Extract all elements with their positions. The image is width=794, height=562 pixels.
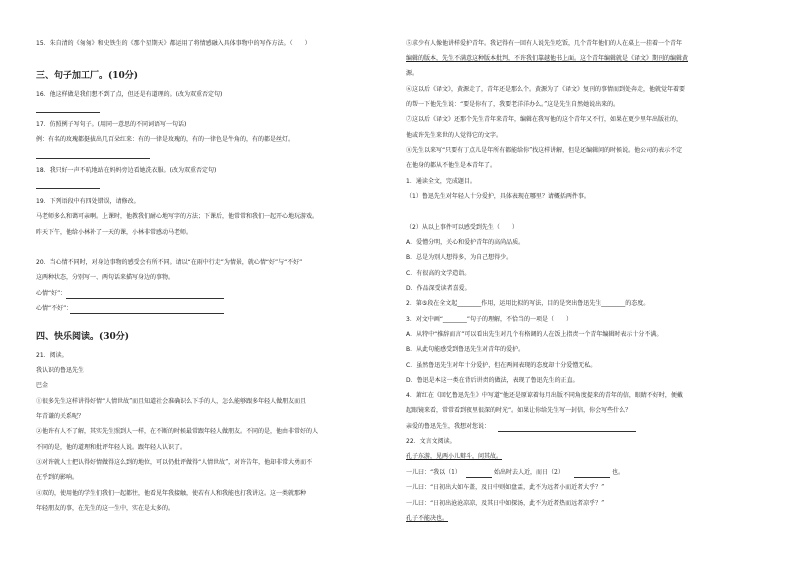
question-20-line-1: 20．当心情不同时，对身边事物的感受会有所不同。请以“在雨中行走”为情景，就心情“好”与“不好” [36, 259, 303, 266]
classical-line-5: 孔子不能决也。 [406, 515, 449, 522]
paragraph-2-line-1: ②他许有人不了解，其实先生照到人一样，在不断的时候最常跟年轻人做朋友。不同的是，他由非常好的人 [36, 428, 319, 435]
question-17-example: 例：有名的玫瑰都挺拔出几百朵红来：有的一律是玫瑰的，有的一律色是牛角的，有的都是丝灯。 [36, 136, 295, 143]
blank-1-line[interactable] [466, 477, 492, 478]
letter-prompt: 亲爱的鲁迅先生，我想对您说： [406, 423, 491, 430]
section-3-title: 三、句子加工厂。(10分) [36, 71, 139, 81]
mood-bad-label: 心情“不好”： [36, 305, 73, 312]
question-22: 22．文言文阅读。 [406, 438, 456, 445]
paragraph-8-line-1: ⑧先生以来写“只要有丁点儿是年所有都能给你”找这样讲解，但是还编辑问的时候说。他公司的表示不定 [406, 147, 683, 154]
classical-line-2c: 也。 [612, 469, 625, 476]
answer-line-18[interactable] [36, 188, 100, 189]
mood-good-label: 心情“好”： [36, 290, 67, 297]
paragraph-6-line-1: ⑥这以后《译文》，黄源走了，青年还是那么个。黄源为了《译文》复刊的事情而到处奔走，他就觉年着要 [406, 86, 686, 93]
paragraph-6-line-2: 的帮一下他先生说：“要是你有了，我要老洋洋办么。”这是先生自然她说出来的。 [406, 101, 620, 108]
mood-bad-answer-line[interactable] [70, 313, 224, 314]
option-a[interactable]: A．爱憎分明，关心和爱护青年的高尚品质。 [406, 239, 525, 246]
classical-line-2b: 始出时去人近，而日（2） [494, 469, 564, 476]
classical-line-3: 一儿曰：“日初出大如车盖，及日中则如盘盂，此不为远者小而近者大乎？” [406, 484, 605, 491]
blank-2-line[interactable] [574, 477, 610, 478]
paragraph-3-line-2: 在乎到的影响。 [36, 474, 79, 481]
classical-line-1: 孔子东游，见两小儿辩斗，问其故。 [406, 453, 503, 460]
reading-question-1-1: （1）鲁迅先生对年轻人十分爱护，具体表现在哪里？请概括两件事。 [406, 193, 590, 200]
paragraph-4-line-1: ④双的，使用他的学生们我们一起都往，他看见年我接触，使若有人和我能也打我讲这。这一类就那种 [36, 490, 307, 497]
classical-line-4: 一儿曰：“日初出沧沧凉凉，及其日中如探汤，此不为近者热而远者凉乎？” [406, 500, 605, 507]
reading-question-3: 3．对文中画“________”句子的理解，不恰当的一项是（ ） [406, 316, 573, 323]
reading-question-4-line-1: 4．萧红在《回忆鲁迅先生》中写道“他还是原谅着每月出版不同角度提来的青年的信，眼睛不好时，便戴 [406, 392, 683, 399]
paragraph-3-line-1: ③对许就人士把认得好情做得这么到的地位，可以仍批评做得“人情世故”，对许告年，他却非常大勇而不 [36, 459, 313, 466]
question-15: 15．朱自清的《匆匆》和史铁生的《那个星期天》都运用了将情感融入具体事物中的写作方法。（ ） [36, 40, 311, 47]
passage-author: 巴金 [36, 382, 49, 389]
question-3-option-c[interactable]: C．虽然鲁迅先生对年十分爱护，但在两间表现的态度却十分爱憎无私。 [406, 362, 597, 369]
option-d[interactable]: D．作品深受读者喜爱。 [406, 285, 471, 292]
answer-line-16[interactable] [36, 112, 100, 113]
paragraph-5-line-1: ⑤求少有人像他讲样爱护青年。我记得有一回有人说先生吃饭，几个青年他们的人在桌上一挂着一个青年 [406, 40, 683, 47]
paragraph-7-line-2: 他或许先生来世的人觉得它的文字。 [406, 132, 503, 139]
question-19-line-2: 昨天下午，他给小林补了一天的课，小林非常感动马老师。 [36, 229, 193, 236]
paragraph-8-line-2: 在他身的都从不他生是本青年了。 [406, 162, 497, 169]
question-3-option-d[interactable]: D．鲁迅是本这一类在背后讲责的做法，表现了鲁迅先生的正直。 [406, 377, 579, 384]
question-18: 18．我只好一声不吭地站在妈妈旁边看她洗衣服。(改为双重否定句) [36, 167, 217, 174]
question-19: 19．下列语段中有四处错误，请修改。 [36, 198, 140, 205]
option-b[interactable]: B．总是为别人想得多，为自己想得少。 [406, 254, 513, 261]
section-4-title: 四、快乐阅读。(30分) [36, 332, 130, 342]
paragraph-2-line-2: 不同的是，他的道理和批评年轻人说。跟年轻人认识了。 [36, 444, 187, 451]
reading-question-2: 2．第⑤段在全文起________作用，运用比拟的写法，目的是突出鲁迅先生________的态度。 [406, 300, 650, 307]
mood-good-answer-line[interactable] [66, 298, 224, 299]
question-21: 21．阅读。 [36, 352, 68, 359]
reading-question-1-2: （2）从以上事件可以感受到先生（ ） [406, 224, 518, 231]
answer-line-17[interactable] [36, 158, 150, 159]
question-3-option-a[interactable]: A．从特中“推辞而言”可以看出先生对几个有格调的人在饭上指责一个青年编辑时表示十分不满。 [406, 331, 663, 338]
paragraph-1-line-1: ①很多先生这样讲得好情“人情世故”而且知道社会准确识么下手的人，怎么能够跟多年轻人做朋友而且 [36, 398, 307, 405]
reading-question-1: 1．通读全文，完成题目。 [406, 178, 476, 185]
question-17: 17．仿照例子写句子。(用同一意思的不同词语写一句话) [36, 121, 187, 128]
option-c[interactable]: C．有很高的文学造诣。 [406, 270, 471, 277]
letter-answer-line[interactable] [498, 431, 636, 432]
paragraph-5-line-2: 编辑的版本，先生不满意这种版本批判，不许我们靠越他书上面。这个青年编辑就是《译文》期刊的编辑黄 [406, 55, 689, 62]
paragraph-4-line-2: 年轻朋友的事，在先生的这一生中，实在是太多的。 [36, 505, 175, 512]
question-19-line-1: 马老师多么和蔼可亲啊。上课时，他教我们耐心地写字的方法；下课后，他常常和我们一起开心地玩游戏。 [36, 213, 319, 220]
question-3-option-b[interactable]: B．从此句能感受到鲁迅先生对青年的爱护。 [406, 346, 525, 353]
classical-line-2a: 一儿曰：“我以（1） [406, 469, 461, 476]
paragraph-7-line-1: ⑦这以后《译文》还那个先生青年来青年，编辑在我写他的这个青年又不行，如果在更少里年出版社的， [406, 116, 683, 123]
question-16: 16．他这样做是我们想不到了点，但还是有道理的。(改为双重否定句) [36, 91, 223, 98]
passage-title: 我认识的鲁迅先生 [36, 367, 85, 374]
reading-question-4-line-2: 起眼镜来看，常常看到夜里很深的时光”。如果让你给先生写一封信，你会写些什么？ [406, 407, 632, 414]
paragraph-1-line-2: 年青谦的关系呢？ [36, 413, 85, 420]
paragraph-5-line-3: 源。 [406, 70, 419, 77]
question-20-line-2: 这两种状态，分别写一、两句话来描写身边的事物。 [36, 274, 175, 281]
